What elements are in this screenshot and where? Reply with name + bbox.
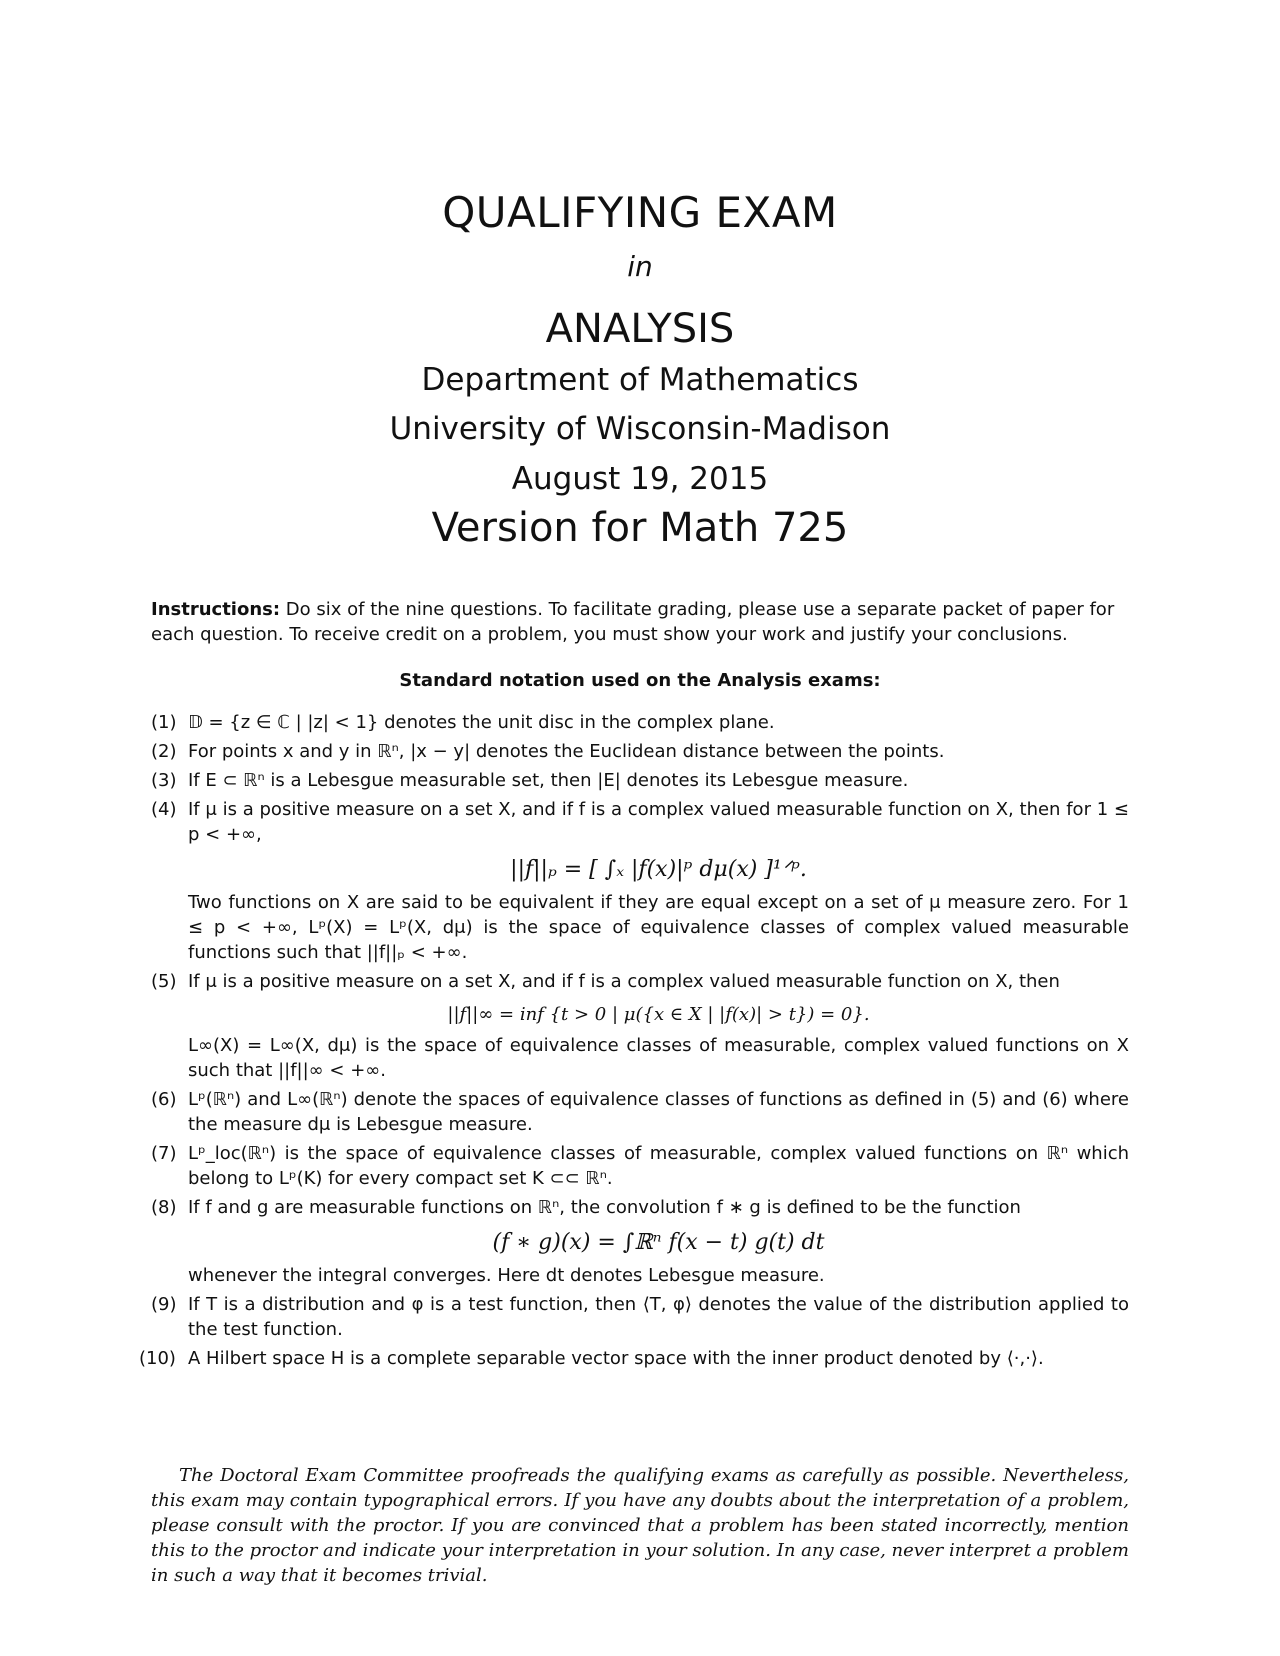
exam-title-in: in bbox=[627, 250, 653, 283]
item-text-after: whenever the integral converges. Here dt denotes Lebesgue measure. bbox=[188, 1265, 825, 1286]
department-name: Department of Mathematics bbox=[421, 362, 859, 398]
notation-item-3 bbox=[151, 768, 1129, 793]
item-text: Lᵖ(ℝⁿ) and L∞(ℝⁿ) denote the spaces of equivalence classes of functions as defined in (5) and (6) where the measure dμ is Lebesgue measure. bbox=[188, 1089, 1129, 1135]
item-text: If T is a distribution and φ is a test function, then ⟨T, φ⟩ denotes the value of the distribution applied to the test function. bbox=[188, 1294, 1129, 1340]
exam-version: Version for Math 725 bbox=[431, 505, 849, 551]
notation-item-8 bbox=[151, 1195, 1129, 1288]
committee-disclaimer: The Doctoral Exam Committee proofreads the qualifying exams as carefully as possible. Nevertheless, this exam may contain typographical errors. If you have any doubts about the interpretation of a problem, please consult with the proctor. If you are convinced that a problem has been stated incorrectly, mention this to the proctor and indicate your interpretation in your solution. In any case, never interpret a problem in such a way that it becomes trivial. bbox=[151, 1465, 1129, 1586]
item-number: (10) bbox=[139, 1348, 176, 1369]
notation-item-10 bbox=[139, 1346, 1129, 1371]
notation-item-5 bbox=[151, 969, 1129, 1083]
item-text: If E ⊂ ℝⁿ is a Lebesgue measurable set, then |E| denotes its Lebesgue measure. bbox=[188, 770, 909, 791]
notation-item-6 bbox=[151, 1087, 1129, 1137]
instructions-text: Do six of the nine questions. To facilitate grading, please use a separate packet of paper for each question. To receive credit on a problem, you must show your work and justify your conclusions. bbox=[151, 599, 1115, 645]
item-number: (1) bbox=[151, 712, 177, 733]
notation-item-2 bbox=[151, 739, 1129, 764]
item-number: (5) bbox=[151, 971, 177, 992]
lp-norm-formula: ||f||ₚ = [ ∫ₓ |f(x)|ᵖ dμ(x) ]¹ᐟᵖ. bbox=[510, 857, 807, 882]
item-number: (2) bbox=[151, 741, 177, 762]
notation-list bbox=[139, 710, 1129, 1375]
notation-item-4 bbox=[151, 797, 1129, 965]
item-text: Lᵖ_loc(ℝⁿ) is the space of equivalence classes of measurable, complex valued functions on ℝⁿ which belong to Lᵖ(K) for every compact set K ⊂⊂ ℝⁿ. bbox=[188, 1143, 1129, 1189]
notation-item-1 bbox=[151, 710, 1129, 735]
item-text: 𝔻 = {z ∈ ℂ | |z| < 1} denotes the unit disc in the complex plane. bbox=[188, 712, 775, 733]
item-text: A Hilbert space H is a complete separable vector space with the inner product denoted by ⟨·,·⟩. bbox=[188, 1348, 1044, 1369]
item-text: If μ is a positive measure on a set X, and if f is a complex valued measurable function on X, then for 1 ≤ p < +∞, bbox=[188, 799, 1129, 845]
instructions-label: Instructions: bbox=[151, 599, 281, 620]
exam-date: August 19, 2015 bbox=[511, 461, 769, 497]
item-text-after: L∞(X) = L∞(X, dμ) is the space of equivalence classes of measurable, complex valued functions on X such that ||f||∞ < +∞. bbox=[188, 1035, 1129, 1081]
item-number: (8) bbox=[151, 1197, 177, 1218]
item-number: (7) bbox=[151, 1143, 177, 1164]
notation-item-9 bbox=[151, 1292, 1129, 1342]
item-number: (9) bbox=[151, 1294, 177, 1315]
item-number: (4) bbox=[151, 799, 177, 820]
exam-title: QUALIFYING EXAM bbox=[442, 188, 838, 237]
item-text: If μ is a positive measure on a set X, and if f is a complex valued measurable function on X, then bbox=[188, 971, 1060, 992]
item-text-after: Two functions on X are said to be equivalent if they are equal except on a set of μ measure zero. For 1 ≤ p < +∞, Lᵖ(X) = Lᵖ(X, dμ) is the space of equivalence classes of complex valued measurable functions such that ||f||ₚ < +∞. bbox=[188, 892, 1129, 963]
university-name: University of Wisconsin-Madison bbox=[389, 411, 891, 447]
linf-norm-formula: ||f||∞ = inf {t > 0 | μ({x ∈ X | |f(x)| > t}) = 0}. bbox=[447, 1004, 870, 1025]
item-number: (3) bbox=[151, 770, 177, 791]
notation-heading: Standard notation used on the Analysis exams: bbox=[399, 670, 881, 691]
convolution-formula: (f ∗ g)(x) = ∫ℝⁿ f(x − t) g(t) dt bbox=[492, 1230, 825, 1255]
notation-item-7 bbox=[151, 1141, 1129, 1191]
instructions bbox=[151, 597, 1129, 647]
item-text: For points x and y in ℝⁿ, |x − y| denotes the Euclidean distance between the points. bbox=[188, 741, 945, 762]
item-text: If f and g are measurable functions on ℝⁿ, the convolution f ∗ g is defined to be the function bbox=[188, 1197, 1021, 1218]
item-number: (6) bbox=[151, 1089, 177, 1110]
exam-subject: ANALYSIS bbox=[545, 306, 735, 352]
